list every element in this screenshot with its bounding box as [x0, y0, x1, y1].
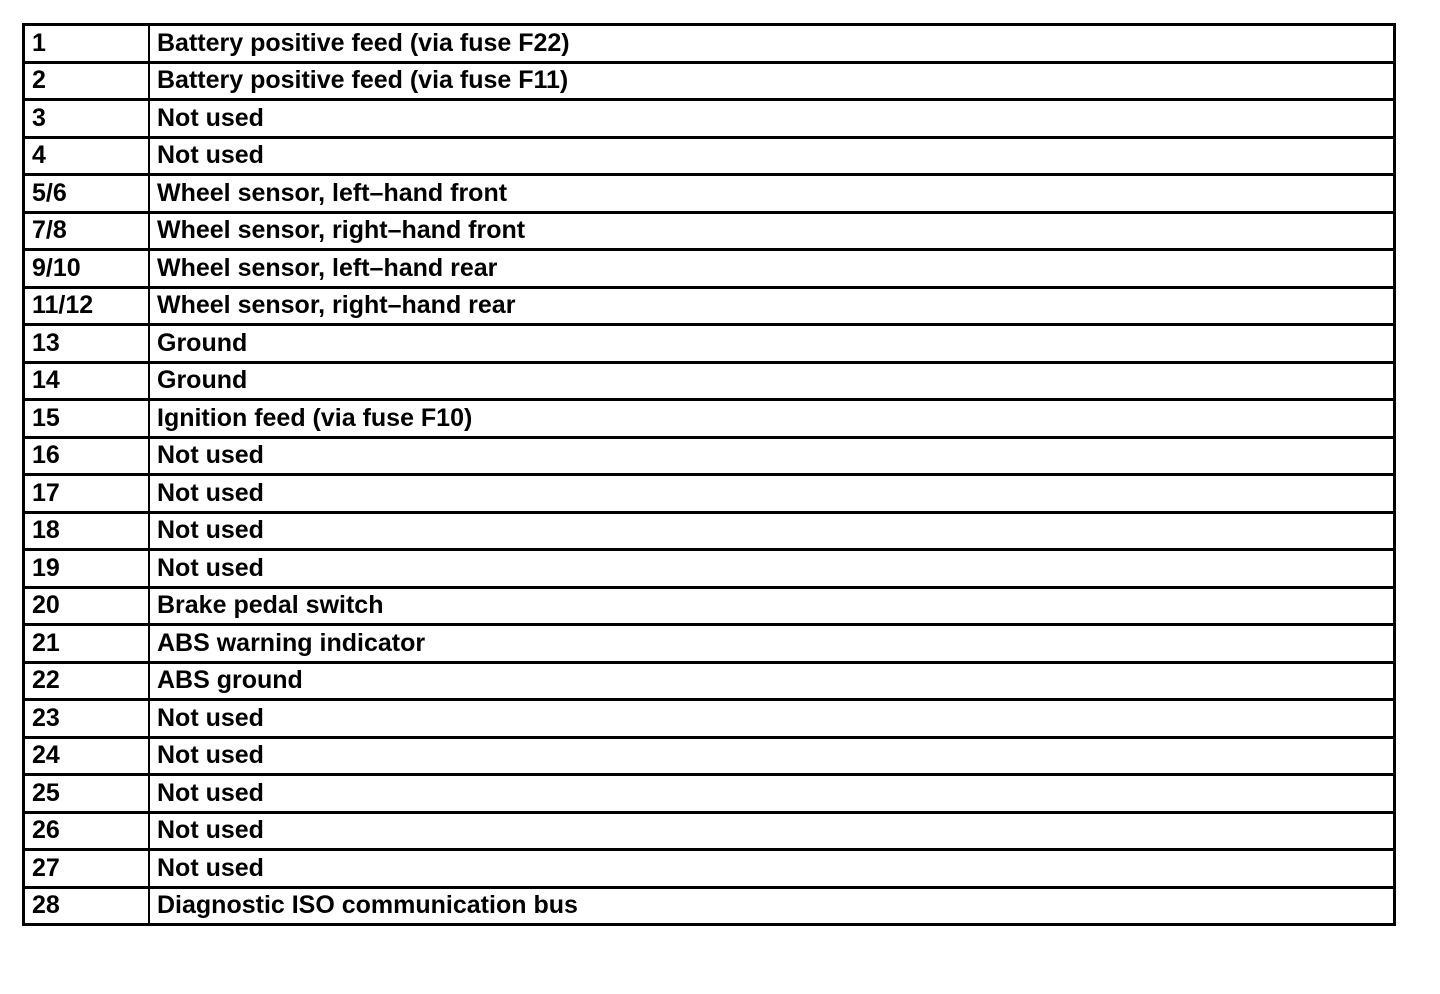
pin-description-cell: Not used — [149, 512, 1395, 550]
pin-number-cell: 15 — [24, 400, 150, 438]
pin-description-cell: Brake pedal switch — [149, 587, 1395, 625]
table-row — [24, 175, 1395, 213]
table-row — [24, 287, 1395, 325]
table-row — [24, 362, 1395, 400]
table-row — [24, 137, 1395, 175]
pin-description-cell: Ignition feed (via fuse F10) — [149, 400, 1395, 438]
table-row — [24, 887, 1395, 925]
pin-description-cell: Wheel sensor, right–hand rear — [149, 287, 1395, 325]
pin-description-cell: Ground — [149, 362, 1395, 400]
table-row — [24, 587, 1395, 625]
table-row — [24, 212, 1395, 250]
pin-description-cell: Wheel sensor, left–hand front — [149, 175, 1395, 213]
pin-number-cell: 4 — [24, 137, 150, 175]
pin-number-cell: 17 — [24, 475, 150, 513]
pin-table-body — [24, 25, 1395, 925]
table-row — [24, 250, 1395, 288]
pin-number-cell: 16 — [24, 437, 150, 475]
pin-description-cell: ABS ground — [149, 662, 1395, 700]
pin-number-cell: 28 — [24, 887, 150, 925]
pin-number-cell: 23 — [24, 700, 150, 738]
pin-description-cell: Not used — [149, 550, 1395, 588]
pin-description-cell: ABS warning indicator — [149, 625, 1395, 663]
pin-description-cell: Not used — [149, 137, 1395, 175]
pin-number-cell: 24 — [24, 737, 150, 775]
pin-number-cell: 18 — [24, 512, 150, 550]
table-row — [24, 775, 1395, 813]
pin-description-cell: Battery positive feed (via fuse F11) — [149, 62, 1395, 100]
table-row — [24, 550, 1395, 588]
pin-description-cell: Not used — [149, 437, 1395, 475]
pin-description-cell: Not used — [149, 700, 1395, 738]
pin-number-cell: 25 — [24, 775, 150, 813]
pin-number-cell: 21 — [24, 625, 150, 663]
pin-number-cell: 19 — [24, 550, 150, 588]
table-row — [24, 25, 1395, 63]
table-row — [24, 737, 1395, 775]
pin-description-cell: Not used — [149, 850, 1395, 888]
table-row — [24, 100, 1395, 138]
pin-number-cell: 14 — [24, 362, 150, 400]
pin-number-cell: 5/6 — [24, 175, 150, 213]
pin-number-cell: 22 — [24, 662, 150, 700]
pin-description-cell: Battery positive feed (via fuse F22) — [149, 25, 1395, 63]
table-row — [24, 700, 1395, 738]
table-row — [24, 437, 1395, 475]
pin-description-cell: Diagnostic ISO communication bus — [149, 887, 1395, 925]
pin-number-cell: 9/10 — [24, 250, 150, 288]
pin-number-cell: 13 — [24, 325, 150, 363]
pin-description-cell: Ground — [149, 325, 1395, 363]
pin-number-cell: 1 — [24, 25, 150, 63]
table-row — [24, 325, 1395, 363]
pin-number-cell: 3 — [24, 100, 150, 138]
pin-description-cell: Wheel sensor, left–hand rear — [149, 250, 1395, 288]
table-row — [24, 812, 1395, 850]
pin-description-cell: Not used — [149, 775, 1395, 813]
table-row — [24, 475, 1395, 513]
table-row — [24, 850, 1395, 888]
table-row — [24, 62, 1395, 100]
table-row — [24, 625, 1395, 663]
pin-description-cell: Not used — [149, 475, 1395, 513]
pin-number-cell: 11/12 — [24, 287, 150, 325]
pin-number-cell: 7/8 — [24, 212, 150, 250]
table-row — [24, 512, 1395, 550]
pin-assignment-table — [22, 23, 1396, 926]
pin-description-cell: Not used — [149, 100, 1395, 138]
pin-description-cell: Not used — [149, 812, 1395, 850]
pin-number-cell: 2 — [24, 62, 150, 100]
pin-description-cell: Not used — [149, 737, 1395, 775]
pin-description-cell: Wheel sensor, right–hand front — [149, 212, 1395, 250]
pin-number-cell: 27 — [24, 850, 150, 888]
pin-number-cell: 26 — [24, 812, 150, 850]
table-row — [24, 662, 1395, 700]
table-row — [24, 400, 1395, 438]
pin-number-cell: 20 — [24, 587, 150, 625]
